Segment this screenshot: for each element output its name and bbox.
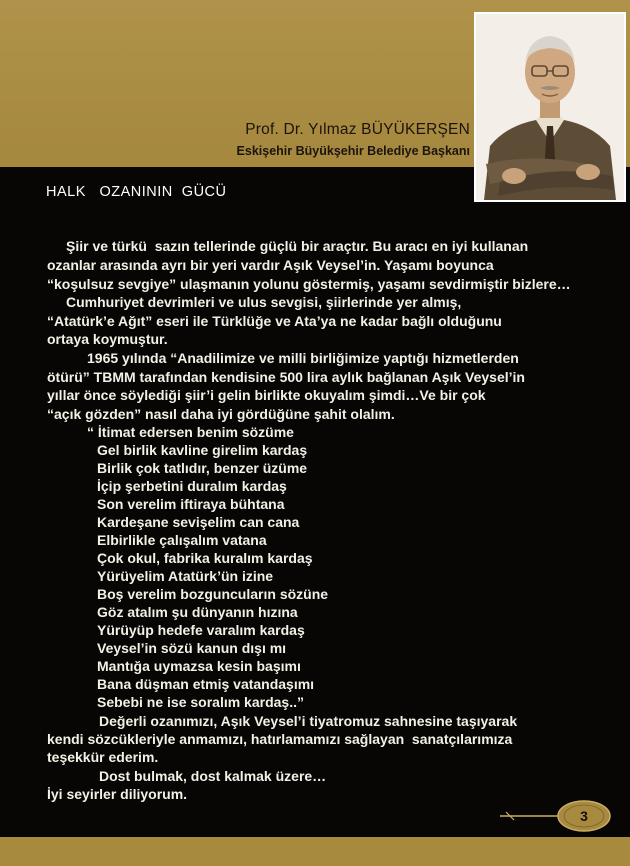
poem-line: Bana düşman etmiş vatandaşımı: [97, 676, 315, 692]
author-name: Prof. Dr. Yılmaz BÜYÜKERŞEN: [245, 121, 470, 138]
poem-line: Son verelim iftiraya bühtana: [97, 496, 285, 512]
closing-line: Değerli ozanımızı, Aşık Veysel’i tiyatromuz sahnesine taşıyarak: [99, 713, 518, 729]
poem-line: Yürüyüp hedefe varalım kardaş: [97, 622, 305, 638]
poem-line: Sebebi ne ise soralım kardaş..”: [97, 694, 304, 710]
poem-line: Yürüyelim Atatürk’ün izine: [97, 568, 274, 584]
body-line: “Atatürk’e Ağıt” eseri ile Türklüğe ve Ata’ya ne kadar bağlı olduğunu: [47, 313, 502, 329]
poem-line: Gel birlik kavline girelim kardaş: [97, 442, 308, 458]
body-line: ozanlar arasında ayrı bir yeri vardır Aşık Veysel’in. Yaşamı boyunca: [47, 257, 494, 273]
poem-line: Veysel’in sözü kanun dışı mı: [97, 640, 287, 656]
body-line: Cumhuriyet devrimleri ve ulus sevgisi, şiirlerinde yer almış,: [66, 294, 462, 310]
poem-line: Kardeşane sevişelim can cana: [97, 514, 300, 530]
closing-line: Dost bulmak, dost kalmak üzere…: [99, 768, 327, 784]
closing-line: İyi seyirler diliyorum.: [47, 786, 188, 802]
poem-line: İçip şerbetini duralım kardaş: [97, 478, 287, 494]
poem-line: Çok okul, fabrika kuralım kardaş: [97, 550, 313, 566]
closing-line: kendi sözcükleriyle anmamızı, hatırlamamızı sağlayan sanatçılarımıza: [47, 731, 513, 747]
poem-line: Göz atalım şu dünyanın hızına: [97, 604, 298, 620]
body-line: 1965 yılında “Anadilimize ve milli birliğimize yaptığı hizmetlerden: [87, 350, 519, 366]
closing-line: teşekkür ederim.: [47, 749, 159, 765]
body-line: “açık gözden” nasıl daha iyi gördüğüne şahit olalım.: [47, 406, 395, 422]
author-role: Eskişehir Büyükşehir Belediye Başkanı: [236, 144, 470, 158]
body-line: yıllar önce söylediği şiir’i gelin birlikte okuyalım şimdi…Ve bir çok: [47, 387, 486, 403]
body-line: “koşulsuz sevgiye” ulaşmanın yolunu göstermiş, yaşamı sevdirmiştir bizlere…: [47, 276, 571, 292]
body-line: Şiir ve türkü sazın tellerinde güçlü bir araçtır. Bu aracı en iyi kullanan: [66, 238, 529, 254]
article-heading: HALK OZANININ GÜCÜ: [46, 184, 227, 200]
poem-line: Mantığa uymazsa kesin başımı: [97, 658, 301, 674]
poem-line: Boş verelim bozguncuların sözüne: [97, 586, 329, 602]
saz-page-badge: [500, 786, 620, 846]
poem-line: Birlik çok tatlıdır, benzer üzüme: [97, 460, 308, 476]
body-line: ortaya koymuştur.: [47, 331, 168, 347]
author-block: [237, 121, 470, 158]
page-number: 3: [580, 808, 588, 824]
body-line: ötürü” TBMM tarafından kendisine 500 lira aylık bağlanan Aşık Veysel’in: [47, 369, 525, 385]
poem-line: “ İtimat edersen benim sözüme: [87, 424, 294, 440]
author-portrait: [474, 12, 626, 202]
poem-line: Elbirlikle çalışalım vatana: [97, 532, 267, 548]
